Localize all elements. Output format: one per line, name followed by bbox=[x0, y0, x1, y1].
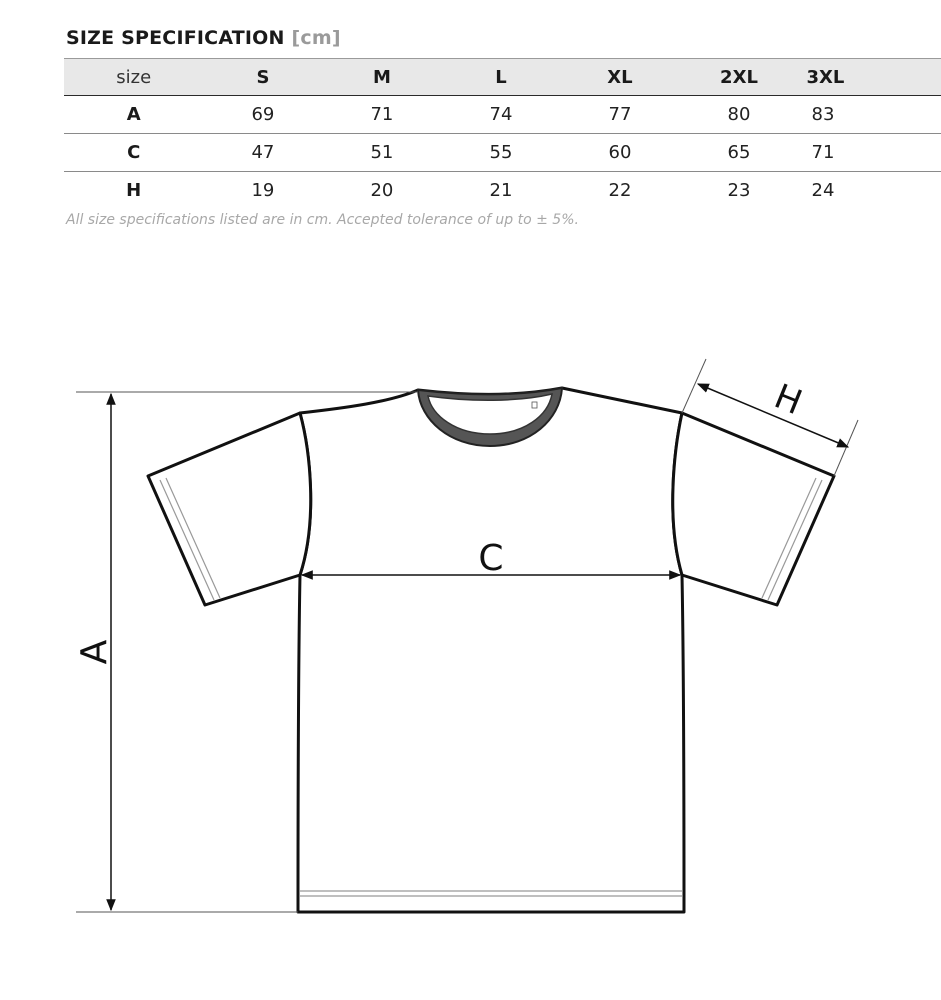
table-cell: 51 bbox=[322, 134, 441, 172]
table-cell: 69 bbox=[203, 96, 322, 134]
dim-h-label: H bbox=[768, 376, 808, 424]
table-cell: 71 bbox=[799, 134, 941, 172]
table-cell: 19 bbox=[251, 180, 275, 201]
table-row bbox=[64, 96, 941, 134]
table-cell: 65 bbox=[679, 134, 798, 172]
header-size: S bbox=[203, 59, 322, 96]
row-label: A bbox=[64, 96, 203, 134]
table-cell: 60 bbox=[560, 134, 679, 172]
collar-label bbox=[532, 402, 537, 408]
dim-a-label: A bbox=[74, 639, 115, 665]
table-cell: 74 bbox=[441, 96, 560, 134]
dim-c-label: C bbox=[478, 538, 504, 579]
table-row bbox=[64, 172, 941, 210]
row-label: C bbox=[64, 134, 203, 172]
table-cell: 22 bbox=[608, 180, 632, 201]
header-size-label: size bbox=[64, 59, 203, 96]
shirt-body-outline bbox=[298, 388, 684, 912]
table-cell: 80 bbox=[679, 96, 798, 134]
header-size: XL bbox=[560, 59, 679, 96]
title-text: SIZE SPECIFICATION bbox=[66, 27, 285, 49]
table-cell: 23 bbox=[727, 180, 751, 201]
header-size: 2XL bbox=[679, 59, 798, 96]
table-cell: 20 bbox=[370, 180, 394, 201]
table-row bbox=[64, 134, 941, 172]
table-cell: 21 bbox=[489, 180, 513, 201]
row-label: H bbox=[126, 180, 142, 201]
page-title bbox=[66, 27, 341, 49]
table-cell: 24 bbox=[811, 180, 835, 201]
tshirt-diagram bbox=[0, 340, 941, 940]
right-sleeve bbox=[673, 413, 834, 605]
header-size: L bbox=[441, 59, 560, 96]
table-cell: 55 bbox=[441, 134, 560, 172]
size-table bbox=[64, 58, 941, 209]
title-unit: [cm] bbox=[291, 27, 341, 49]
table-cell: 83 bbox=[799, 96, 941, 134]
table-cell: 47 bbox=[203, 134, 322, 172]
tolerance-note: All size specifications listed are in cm. Accepted tolerance of up to ± 5%. bbox=[66, 212, 579, 228]
table-cell: 71 bbox=[322, 96, 441, 134]
header-size: M bbox=[322, 59, 441, 96]
dim-h-extension-bottom bbox=[834, 420, 858, 476]
table-cell: 77 bbox=[560, 96, 679, 134]
header-size: 3XL bbox=[799, 59, 941, 96]
table-header-row bbox=[64, 59, 941, 96]
